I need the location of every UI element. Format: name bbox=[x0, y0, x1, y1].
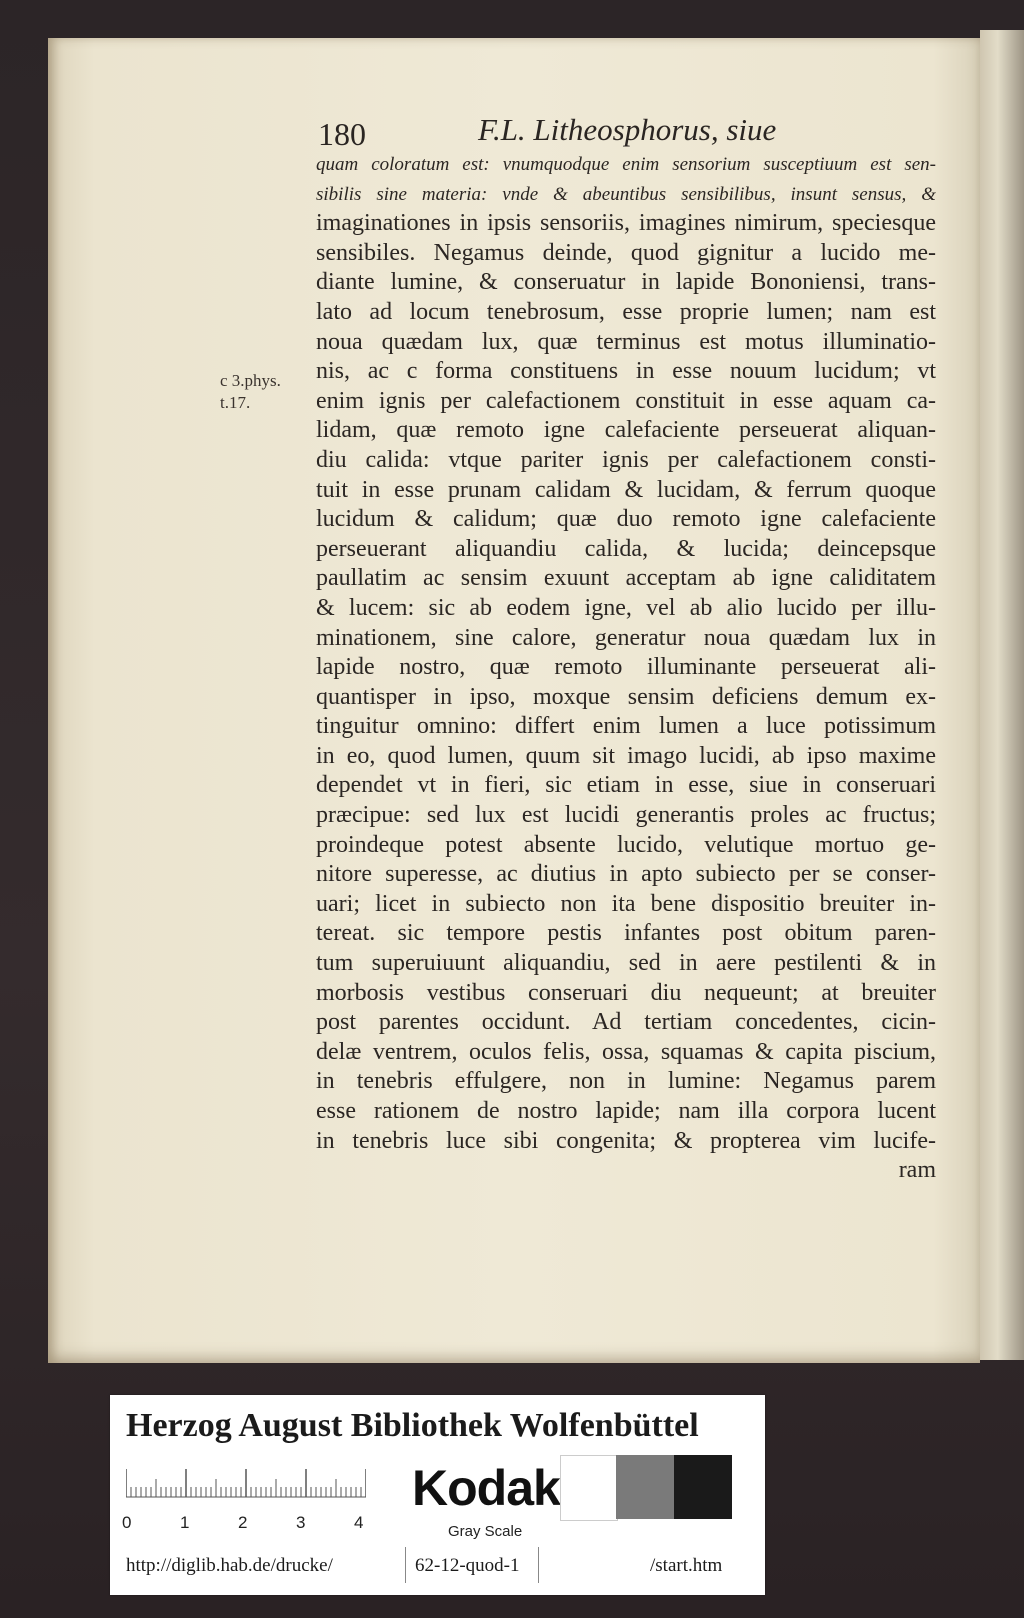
text-line: noua quædam lux, quæ terminus est motus illuminatio- bbox=[316, 328, 936, 355]
text-line: lidam, quæ remoto igne calefaciente perseuerat aliquan- bbox=[316, 417, 936, 444]
text-line: tinguitur omnino: differt enim lumen a luce potissimum bbox=[316, 713, 936, 740]
text-line: paullatim ac sensim exuunt acceptam ab igne caliditatem bbox=[316, 565, 936, 592]
text-line: in tenebris luce sibi congenita; & propterea vim lucife- bbox=[316, 1127, 936, 1154]
text-line: perseuerant aliquandiu calida, & lucida; deincepsque bbox=[316, 535, 936, 562]
text-line: tuit in esse prunam calidam & lucidam, & ferrum quoque bbox=[316, 476, 936, 503]
text-line: tereat. sic tempore pestis infantes post obitum paren- bbox=[316, 920, 936, 947]
body-text bbox=[316, 150, 936, 1186]
facing-page-edge bbox=[980, 30, 1024, 1360]
swatch-gray bbox=[616, 1455, 674, 1519]
text-line: præcipue: sed lux est lucidi generantis proles ac fructus; bbox=[316, 802, 936, 829]
kodak-logo: Kodak bbox=[412, 1460, 560, 1516]
text-line: post parentes occidunt. Ad tertiam concedentes, cicin- bbox=[316, 1009, 936, 1036]
url-id: 62-12-quod-1 bbox=[415, 1555, 520, 1576]
margin-note bbox=[220, 370, 300, 414]
text-line: in eo, quod lumen, quum sit imago lucidi, ab ipso maxime bbox=[316, 742, 936, 769]
text-line: diante lumine, & conseruatur in lapide Bononiensi, trans- bbox=[316, 269, 936, 296]
text-line: morbosis vestibus conseruari diu nequeunt; at breuiter bbox=[316, 979, 936, 1006]
text-line: quam coloratum est: vnumquodque enim sensorium susceptiuum est sen- bbox=[316, 154, 936, 175]
text-line: & lucem: sic ab eodem igne, vel ab alio lucido per illu- bbox=[316, 594, 936, 621]
text-line: in tenebris effulgere, non in lumine: Negamus parem bbox=[316, 1068, 936, 1095]
text-line: esse rationem de nostro lapide; nam illa corpora lucent bbox=[316, 1098, 936, 1124]
text-line: enim ignis per calefactionem constituit in esse aquam ca- bbox=[316, 387, 936, 414]
page-number: 180 bbox=[318, 116, 366, 152]
ruler-label: 3 bbox=[296, 1513, 306, 1532]
ruler-label: 0 bbox=[122, 1513, 132, 1532]
margin-note-line: c 3.phys. bbox=[220, 371, 281, 390]
text-line: nitore superesse, ac diutius in apto subiecto per se conser- bbox=[316, 861, 936, 888]
running-head: F.L. Litheosphorus, siue bbox=[478, 112, 777, 147]
ruler-label: 1 bbox=[180, 1513, 190, 1532]
gray-scale-label: Gray Scale bbox=[448, 1523, 523, 1540]
text-line: sibilis sine materia: vnde & abeuntibus sensibilibus, insunt sensus, & bbox=[316, 183, 936, 205]
url-suffix: /start.htm bbox=[650, 1555, 723, 1576]
text-line: quantisper in ipso, moxque sensim deficiens demum ex- bbox=[316, 683, 936, 710]
text-line: ram bbox=[898, 1157, 936, 1184]
text-line: diu calida: vtque pariter ignis per calefactionem consti- bbox=[316, 446, 936, 473]
text-line: uari; licet in subiecto non ita bene dispositio breuiter in- bbox=[316, 890, 936, 917]
text-line: delæ ventrem, oculos felis, ossa, squamas & capita piscium, bbox=[316, 1038, 936, 1065]
text-line: nis, ac c forma constituens in esse nouum lucidum; vt bbox=[316, 358, 936, 385]
library-name: Herzog August Bibliothek Wolfenbüttel bbox=[126, 1407, 699, 1444]
swatch-black bbox=[674, 1455, 732, 1519]
divider bbox=[405, 1547, 406, 1583]
ruler bbox=[126, 1467, 366, 1505]
text-line: dependet vt in fieri, sic etiam in esse, siue in conseruari bbox=[316, 772, 936, 799]
text-line: lato ad locum tenebrosum, esse proprie lumen; nam est bbox=[316, 298, 936, 325]
margin-note-line: t.17. bbox=[220, 393, 251, 412]
text-line: sensibiles. Negamus deinde, quod gignitur a lucido me- bbox=[316, 239, 936, 266]
text-line: proindeque potest absente lucido, velutique mortuo ge- bbox=[316, 831, 936, 858]
text-line: minationem, sine calore, generatur noua quædam lux in bbox=[316, 624, 936, 651]
divider bbox=[538, 1547, 539, 1583]
text-line: lucidum & calidum; quæ duo remoto igne calefaciente bbox=[316, 506, 936, 533]
text-line: imaginationes in ipsis sensoriis, imagines nimirum, speciesque bbox=[316, 210, 936, 237]
text-line: lapide nostro, quæ remoto illuminante perseuerat ali- bbox=[316, 654, 936, 681]
swatch-white bbox=[560, 1455, 618, 1521]
url-base: http://diglib.hab.de/drucke/ bbox=[126, 1555, 333, 1576]
color-target-card bbox=[110, 1395, 765, 1595]
ruler-label: 2 bbox=[238, 1513, 248, 1532]
text-line: tum superuiuunt aliquandiu, sed in aere pestilenti & in bbox=[316, 950, 936, 977]
ruler-label: 4 bbox=[354, 1513, 364, 1532]
